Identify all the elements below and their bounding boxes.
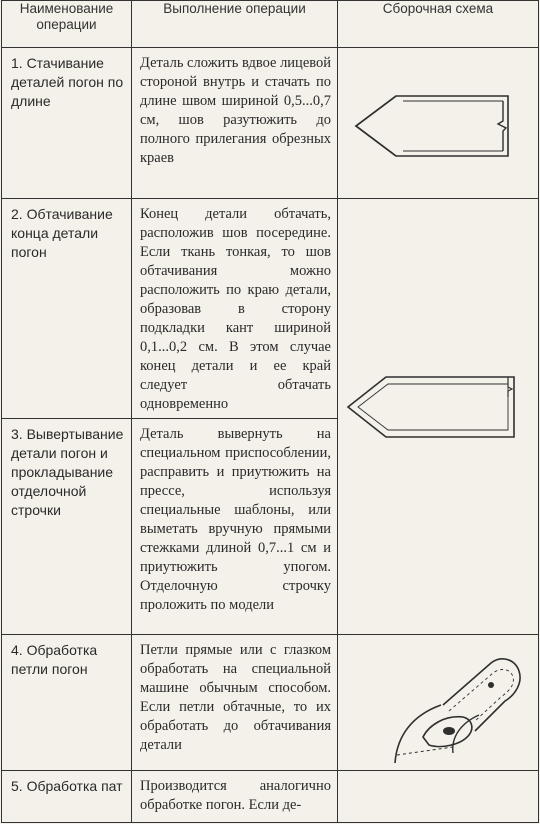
table-row [2, 48, 539, 199]
operation-name-cell [2, 771, 132, 823]
operation-desc-cell [132, 419, 338, 635]
scheme-cell [338, 635, 539, 771]
header-operation-execution: Выполнение операции [132, 1, 338, 48]
operation-name-cell [2, 419, 132, 635]
table-row [2, 635, 539, 771]
header-operation-name: Наименование операции [2, 1, 132, 48]
operation-name-cell [2, 48, 132, 199]
table-row [2, 771, 539, 823]
operation-desc-cell [132, 771, 338, 823]
scheme-cell [338, 771, 539, 823]
strap-seam-icon [348, 86, 518, 166]
operation-name: 4. Обработка петли погон [11, 642, 98, 677]
strap-pointed-end-icon [344, 367, 524, 447]
table-header-row [2, 1, 539, 48]
shoulder-strap-button-icon [383, 645, 533, 765]
operation-name: 2. Обтачивание конца детали погон [11, 206, 113, 260]
operation-description: Петли прямые или с глазком обработать на специальной машине обычным способом. Если петли обтачные, то их обработать до обтачивания детали [140, 642, 331, 753]
operation-name: 1. Стачивание деталей погон по длине [11, 55, 124, 109]
operation-name-cell [2, 635, 132, 771]
operation-description: Деталь вывернуть на специальном приспособлении, расправить и приутюжить на прессе, используя специальные шаблоны, или выметать вручную прямыми стежками длиной 0,7...1 см и приутюжить упогом. Отделочную строчку проложить по модели [140, 426, 331, 613]
scheme-cell [338, 48, 539, 199]
table-row [2, 199, 539, 419]
operation-name: 5. Обработка пат [11, 778, 123, 794]
header-assembly-scheme: Сборочная схема [338, 1, 539, 48]
operation-desc-cell [132, 48, 338, 199]
operation-description: Конец детали обтачать, расположив шов посередине. Если ткань тонкая, то шов обтачивания можно расположить по краю детали, образовав в сторону подкладки кант шириной 0,1...0,2 см. В этом случае конец детали и ее край следует обтачать одновременно [140, 206, 331, 412]
operation-description: Производится аналогично обработке погон. Если де- [140, 778, 331, 813]
operation-name-cell [2, 199, 132, 419]
operation-name: 3. Вывертывание детали погон и прокладывание отделочной строчки [11, 426, 124, 518]
operations-table [1, 0, 539, 823]
operation-desc-cell [132, 199, 338, 419]
scheme-cell [338, 199, 539, 635]
operation-desc-cell [132, 635, 338, 771]
operation-description: Деталь сложить вдвое лицевой стороной внутрь и стачать по длине швом шириной 0,5...0,7 см, шов разутюжить до полного прилегания обрезных краев [140, 55, 332, 166]
